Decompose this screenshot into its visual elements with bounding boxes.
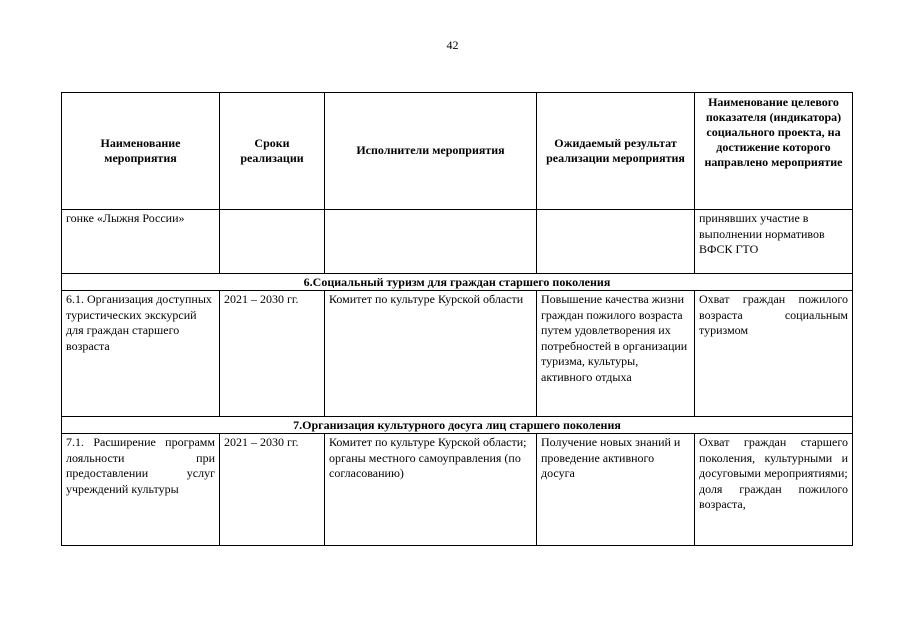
section-title-7: 7.Организация культурного досуга лиц старшего поколения bbox=[62, 417, 853, 434]
cell-indicator: принявших участие в выполнении нормативов ВФСК ГТО bbox=[695, 210, 853, 274]
cell-executors bbox=[325, 434, 537, 546]
cell-event-name: 7.1. Расширение программ лояльности при предоставлении услуг учреждений культуры bbox=[62, 434, 220, 546]
cell-term: 2021 – 2030 гг. bbox=[220, 434, 325, 546]
indicator-item: доля граждан пожилого возраста, bbox=[699, 481, 848, 511]
cell-result: Повышение качества жизни граждан пожилого возраста путем удовлетворения их потребностей в организации туризма, культуры, активного отдыха bbox=[537, 291, 695, 417]
indicator-item: Охват граждан старшего поколения, культурными и досуговыми мероприятиями; bbox=[699, 435, 848, 480]
table-header-row bbox=[62, 93, 853, 210]
cell-executors: Комитет по культуре Курской области bbox=[325, 291, 537, 417]
header-expected-result: Ожидаемый результат реализации мероприятия bbox=[537, 93, 695, 210]
cell-indicator bbox=[695, 434, 853, 546]
table-row bbox=[62, 210, 853, 274]
cell-result: Получение новых знаний и проведение активного досуга bbox=[537, 434, 695, 546]
table-row bbox=[62, 434, 853, 546]
cell-result bbox=[537, 210, 695, 274]
section-row bbox=[62, 417, 853, 434]
header-term: Сроки реализации bbox=[220, 93, 325, 210]
section-title-6: 6.Социальный туризм для граждан старшего поколения bbox=[62, 274, 853, 291]
cell-event-name: 6.1. Организация доступных туристических экскурсий для граждан старшего возраста bbox=[62, 291, 220, 417]
section-row bbox=[62, 274, 853, 291]
header-executors: Исполнители мероприятия bbox=[325, 93, 537, 210]
cell-term: 2021 – 2030 гг. bbox=[220, 291, 325, 417]
executor-item: органы местного самоуправления (по согласованию) bbox=[329, 450, 521, 480]
executor-item: Комитет по культуре Курской области; bbox=[329, 435, 527, 449]
table-row bbox=[62, 291, 853, 417]
header-event-name: Наименование мероприятия bbox=[62, 93, 220, 210]
cell-event-name: гонке «Лыжня России» bbox=[62, 210, 220, 274]
program-table bbox=[61, 92, 853, 546]
cell-indicator: Охват граждан пожилого возраста социальным туризмом bbox=[695, 291, 853, 417]
page-number: 42 bbox=[446, 38, 459, 52]
cell-executors bbox=[325, 210, 537, 274]
header-indicator: Наименование целевого показателя (индикатора) социального проекта, на достижение которого направлено мероприятие bbox=[695, 93, 853, 210]
cell-term bbox=[220, 210, 325, 274]
